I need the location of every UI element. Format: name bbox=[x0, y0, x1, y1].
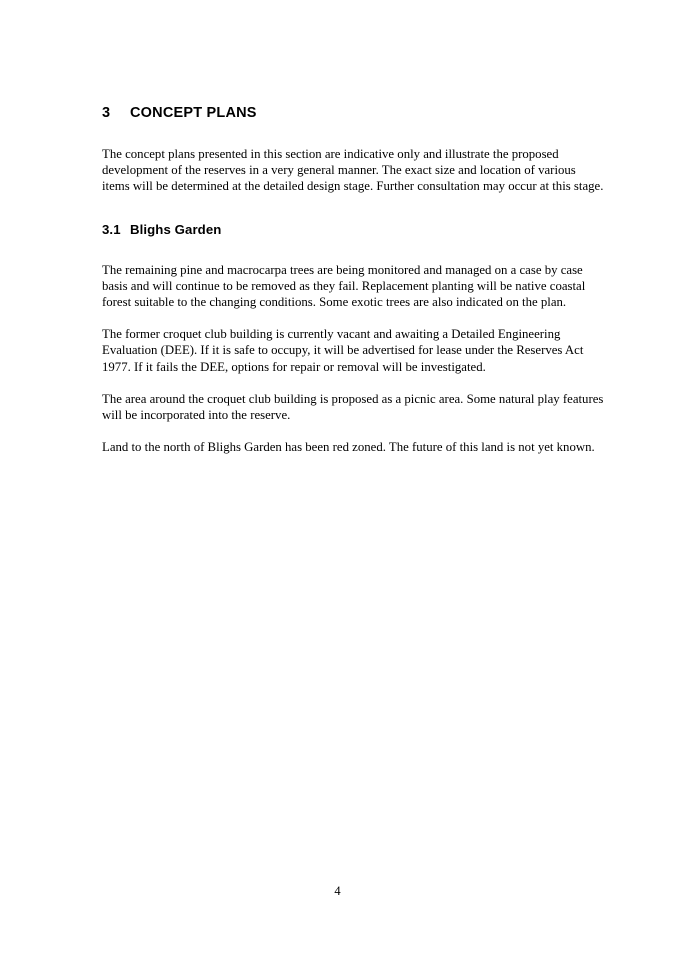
page-number-footer: 4 bbox=[334, 884, 341, 898]
body-paragraph: The area around the croquet club building is proposed as a picnic area. Some natural play features will be incorporated into the reserve. bbox=[102, 391, 604, 423]
spacer bbox=[102, 423, 607, 439]
section-heading-title: CONCEPT PLANS bbox=[130, 105, 257, 121]
spacer bbox=[102, 195, 607, 222]
spacer bbox=[102, 375, 607, 391]
spacer bbox=[102, 122, 607, 146]
subsection-heading bbox=[102, 222, 607, 238]
spacer bbox=[102, 310, 607, 326]
body-paragraph: The remaining pine and macrocarpa trees are being monitored and managed on a case by case basis and will continue to be removed as they fail. Replacement planting will be native coastal forest suitable to the changing conditions. Some exotic trees are also indicated on the plan. bbox=[102, 262, 586, 310]
spacer bbox=[102, 238, 607, 262]
subsection-heading-title: Blighs Garden bbox=[130, 221, 222, 237]
page-content bbox=[102, 105, 607, 455]
section-heading-number: 3 bbox=[102, 105, 111, 121]
subsection-heading-number: 3.1 bbox=[102, 221, 121, 237]
body-paragraph: Land to the north of Blighs Garden has been red zoned. The future of this land is not yet known. bbox=[102, 440, 595, 455]
body-paragraph: The former croquet club building is currently vacant and awaiting a Detailed Engineering Evaluation (DEE). If it is safe to occupy, it will be advertised for lease under the Reserves Act 1977. If it fails the DEE, options for repair or removal will be investigated. bbox=[102, 327, 584, 374]
section-intro-paragraph: The concept plans presented in this section are indicative only and illustrate the proposed development of the reserves in a very general manner. The exact size and location of various items will be determined at the detailed design stage. Further consultation may occur at this stage. bbox=[102, 147, 604, 194]
section-heading bbox=[102, 105, 607, 122]
